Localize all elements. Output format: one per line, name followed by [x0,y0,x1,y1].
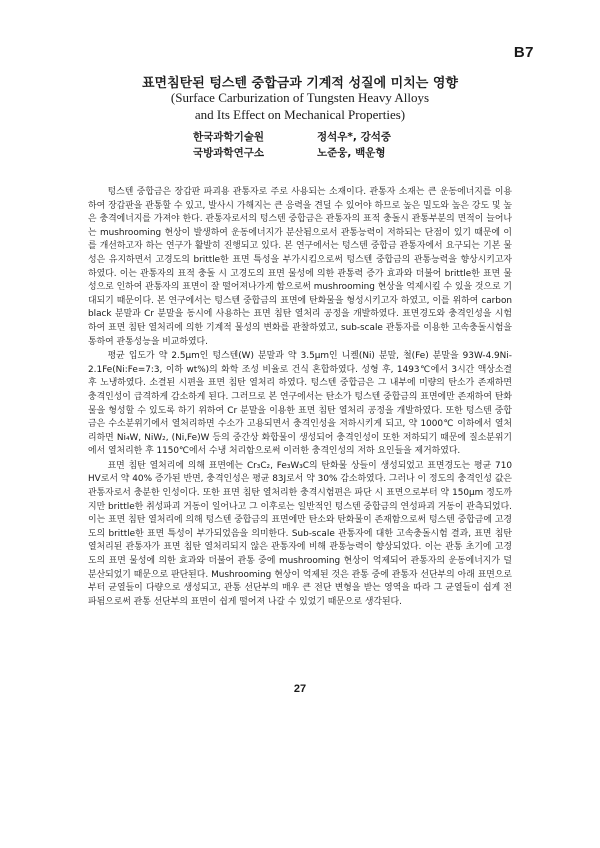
body-paragraph: 평균 입도가 약 2.5μm인 텅스텐(W) 분말과 약 3.5μm인 니켈(Ni) 분말, 철(Fe) 분말을 93W-4.9Ni-2.1Fe(Ni:Fe=7:3, 이하 wt%)의 화학 조성 비율로 건식 혼합하였다. 성형 후, 1493℃에서 3시간 액상소결 후 노냉하였다. 소결된 시편을 표면 침탄 열처리 하였다. 텅스텐 중합금은 그 내부에 미량의 탄소가 존재하면 충격인성이 급격하게 감소하게 된다. 그러므로 본 연구에서는 탄소가 텅스텐 중합금의 표면에만 존재하여 탄화물을 형성할 수 있도록 하기 위하여 Cr 분말을 이용한 표면 침탄 열처리 공정을 개발하였다. 또한 텅스텐 중합금은 수소분위기에서 열처리하면 수소가 고용되면서 충격인성을 저하시키게 되고, 약 1000℃ 이하에서 열처리하면 Ni₄W, NiW₂, (Ni,Fe)W 등의 중간상 화합물이 생성되어 충격인성이 또한 저하되기 때문에 질소분위기에서 열처리한 후 1150℃에서 수냉 처리함으로써 이러한 충격인성의 저하 요인들을 제거하였다. [88,351,512,457]
institution-name: 국방과학연구소 [193,147,265,159]
english-title [0,89,600,123]
page-code: B7 [513,44,534,61]
institution-name: 한국과학기술원 [193,131,265,143]
author-affiliations [0,129,600,161]
page-number: 27 [293,683,307,695]
affiliation-row [0,129,600,145]
korean-title: 표면침탄된 텅스텐 중합금과 기계적 성질에 미치는 영향 [142,76,458,91]
author-names: 정석우*, 강석중 [317,131,391,143]
english-title-line-1: (Surface Carburization of Tungsten Heavy Alloys [170,90,430,105]
affiliation-row [0,145,600,161]
body-paragraph: 표면 침탄 열처리에 의해 표면에는 Cr₃C₂, Fe₃W₃C의 탄화물 상들이 생성되었고 표면경도는 평균 710 HV로서 약 40% 증가된 반면, 충격인성은 평균 83J로서 약 30% 감소하였다. 그러나 이 정도의 충격인성 값은 관통자로서 충분한 인성이다. 또한 표면 침탄 열처리한 충격시험편은 파단 시 표면으로부터 약 150μm 정도까지만 brittle한 취성파괴 거동이 일어나고 그 이후로는 일반적인 텅스텐 중합금의 연성파괴 거동이 관측되었다. 이는 표면 침탄 열처리에 의해 텅스텐 중합금의 표면에만 탄소와 탄화물이 존재함으로써 텅스텐 중합금에 고경도의 brittle한 표면 특성이 부가되었음을 의미한다. Sub-scale 관통자에 대한 고속충돌시험 결과, 표면 침탄 열처리된 관통자가 표면 침탄 열처리되지 않은 관통자에 비해 관통능력이 향상되었다. 이는 관통 초기에 고경도의 표면 물성에 의한 효과와 더불어 관통 중에 mushrooming 현상이 억제되어 관통자의 운동에너지가 덜 분산되었기 때문으로 판단된다. Mushrooming 현상이 억제된 것은 관통 중에 관통자 선단부의 아래 표면으로부터 균열들이 다량으로 생성되고, 관통 선단부의 매우 큰 전단 변형을 받는 영역을 따라 그 균열들이 쉽게 전파됨으로써 관통 선단부의 표면이 쉽게 떨어져 나갈 수 있었기 때문으로 생각된다. [88,460,512,607]
english-title-line-2: and Its Effect on Mechanical Properties) [194,107,406,122]
author-names: 노준웅, 백운형 [317,147,386,159]
abstract-body [88,186,512,610]
body-paragraph: 텅스텐 중합금은 장갑판 파괴용 관통자로 주로 사용되는 소재이다. 관통자 소재는 큰 운동에너지를 이용하여 장갑판을 관통할 수 있고, 발사시 가해지는 큰 응력을 견딜 수 있어야 하므로 높은 밀도와 높은 강도 및 높은 충격에너지를 가져야 한다. 관통자로서의 텅스텐 중합금은 관통자의 표적 충돌시 관통부분의 면적이 늘어나는 mushrooming 현상이 발생하여 운동에너지가 분산됨으로서 관통능력이 저하되는 단점이 있기 때문에 이를 개선하고자 하는 연구가 활발히 진행되고 있다. 본 연구에서는 텅스텐 중합금 관통자에서 요구되는 기본 물성은 유지하면서 고경도의 brittle한 표면 특성을 부가시킴으로써 텅스텐 중합금의 관통능력을 향상시키고자 하였다. 이는 관통자의 표적 충돌 시 고경도의 표면 물성에 의한 관통력 증가 효과와 더불어 brittle한 표면 물성으로 인하여 관통자의 표면이 잘 떨어져나가게 함으로써 mushrooming 현상을 억제시킬 수 있을 것으로 기대되기 때문이다. 본 연구에서는 텅스텐 중합금의 표면에 탄화물을 형성시키고자 하였고, 이를 위하여 carbon black 분말과 Cr 분말을 동시에 사용하는 표면 침탄 열처리 공정을 개발하였다. 표면경도와 충격인성을 시험하여 표면 침탄 열처리에 의한 기계적 물성의 변화를 관찰하였고, sub-scale 관통자를 이용한 고속충돌시험을 통하여 관통성능을 비교하였다. [88,187,512,347]
